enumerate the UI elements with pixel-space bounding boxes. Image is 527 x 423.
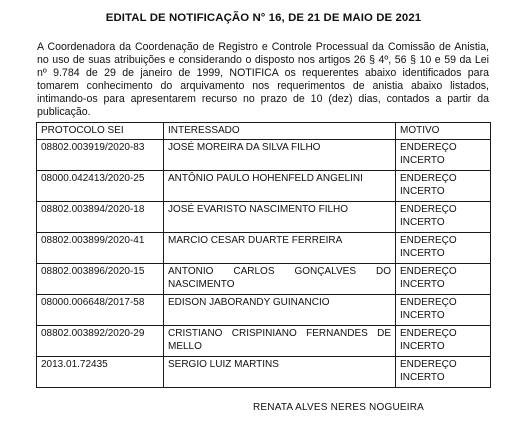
- interessado-cell: SERGIO LUIZ MARTINS: [164, 357, 396, 388]
- motivo-cell: ENDEREÇO INCERTO: [396, 357, 491, 388]
- motivo-cell: ENDEREÇO INCERTO: [396, 264, 491, 295]
- intro-paragraph: A Coordenadora da Coordenação de Registro e Controle Processual da Comissão de Anistia, no uso de suas atribuições e considerando o disposto nos artigos 26 § 4º, 56 § 10 e 59 da Lei nº 9.784 de 29 de janeiro de 1999, NOTIFICA os requerentes abaixo identificados para tomarem conhecimento do arquivamento nos requerimentos de anistia abaixo listados, intimando-os para apresentarem recurso no prazo de 10 (dez) dias, contados a partir da publicação.: [37, 41, 489, 119]
- protocolo-cell: 08000.006648/2017-58: [37, 295, 164, 326]
- interessado-cell: JOSÉ MOREIRA DA SILVA FILHO: [164, 140, 396, 171]
- document-title: EDITAL DE NOTIFICAÇÃO N° 16, DE 21 DE MAIO DE 2021: [105, 12, 422, 24]
- table-row: [37, 295, 491, 326]
- column-header-protocolo: PROTOCOLO SEI: [37, 123, 164, 140]
- interessado-cell: CRISTIANO CRISPINIANO FERNANDES DE MELLO: [164, 326, 396, 357]
- column-header-motivo: MOTIVO: [396, 123, 491, 140]
- motivo-cell: ENDEREÇO INCERTO: [396, 140, 491, 171]
- protocolo-cell: 08802.003892/2020-29: [37, 326, 164, 357]
- signature-name: RENATA ALVES NERES NOGUEIRA: [253, 402, 425, 413]
- motivo-cell: ENDEREÇO INCERTO: [396, 171, 491, 202]
- table-row: [37, 233, 491, 264]
- table-row: [37, 140, 491, 171]
- interessado-cell: ANTONIO CARLOS GONÇALVES DO NASCIMENTO: [164, 264, 396, 295]
- column-header-interessado: INTERESSADO: [164, 123, 396, 140]
- motivo-cell: ENDEREÇO INCERTO: [396, 295, 491, 326]
- protocolo-cell: 2013.01.72435: [37, 357, 164, 388]
- motivo-cell: ENDEREÇO INCERTO: [396, 202, 491, 233]
- protocolo-cell: 08802.003919/2020-83: [37, 140, 164, 171]
- protocolo-cell: 08802.003899/2020-41: [37, 233, 164, 264]
- table-row: [37, 202, 491, 233]
- motivo-cell: ENDEREÇO INCERTO: [396, 326, 491, 357]
- interessado-cell: JOSÉ EVARISTO NASCIMENTO FILHO: [164, 202, 396, 233]
- interessado-cell: ANTÔNIO PAULO HOHENFELD ANGELINI: [164, 171, 396, 202]
- notification-table: [36, 122, 491, 388]
- motivo-cell: ENDEREÇO INCERTO: [396, 233, 491, 264]
- table-header-row: [37, 123, 491, 140]
- table-row: [37, 326, 491, 357]
- protocolo-cell: 08802.003894/2020-18: [37, 202, 164, 233]
- protocolo-cell: 08000.042413/2020-25: [37, 171, 164, 202]
- protocolo-cell: 08802.003896/2020-15: [37, 264, 164, 295]
- table-row: [37, 264, 491, 295]
- table-row: [37, 171, 491, 202]
- interessado-cell: EDISON JABORANDY GUINANCIO: [164, 295, 396, 326]
- interessado-cell: MARCIO CESAR DUARTE FERREIRA: [164, 233, 396, 264]
- table-row: [37, 357, 491, 388]
